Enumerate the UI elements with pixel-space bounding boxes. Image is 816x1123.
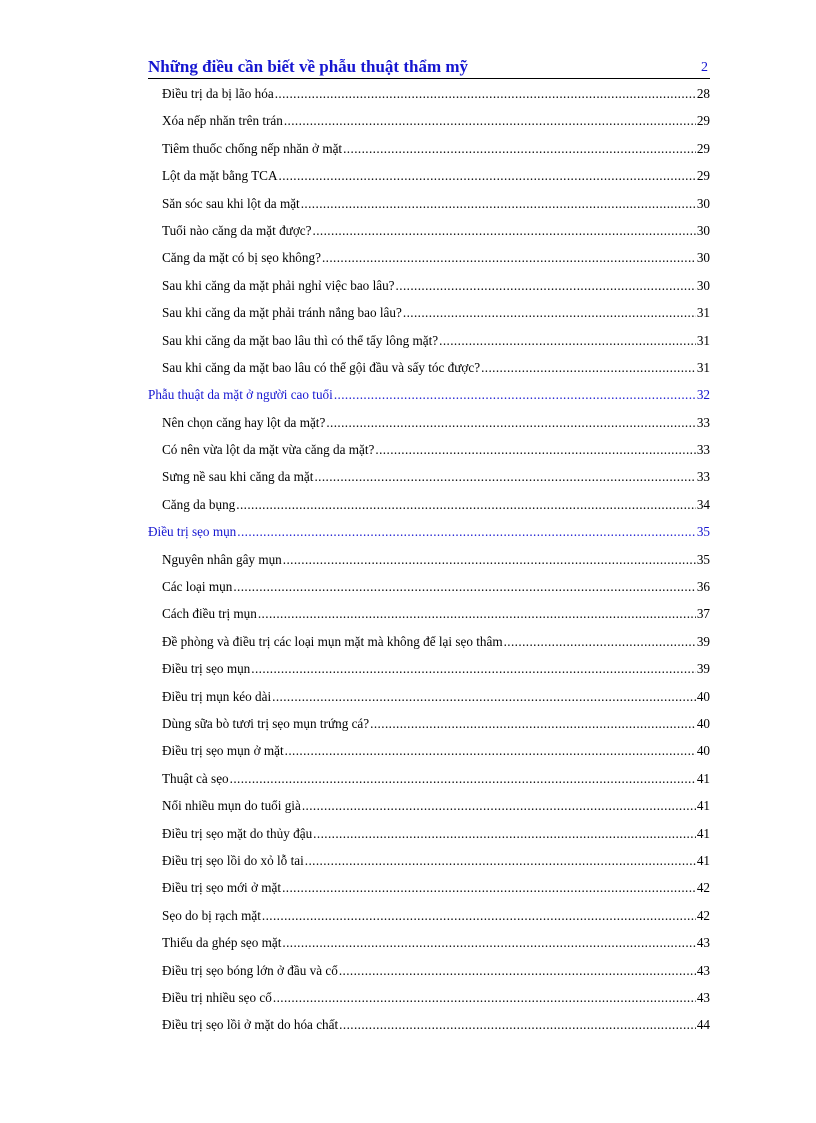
toc-entry-title: Điều trị da bị lão hóa	[162, 86, 274, 101]
toc-entry-page: 32	[696, 387, 710, 403]
toc-entry[interactable]	[148, 358, 710, 385]
toc-entry-title: Căng da bụng	[162, 496, 236, 512]
toc-entry[interactable]	[148, 111, 710, 138]
toc-entry-title: Thuật cà sẹo	[162, 770, 229, 786]
toc-entry-page: 36	[696, 579, 710, 595]
toc-entry-title: Săn sóc sau khi lột da mặt	[162, 195, 300, 211]
toc-entry-page: 29	[696, 113, 710, 129]
toc-entry-title: Tuổi nào căng da mặt được?	[162, 222, 312, 238]
toc-entry-page: 37	[696, 606, 710, 622]
toc-dot-leader	[275, 84, 696, 104]
toc-entry[interactable]	[148, 933, 710, 960]
toc-entry-page: 40	[696, 688, 710, 704]
toc-entry[interactable]	[148, 139, 710, 166]
toc-entry-page: 30	[696, 222, 710, 238]
toc-dot-leader	[481, 358, 696, 378]
toc-entry-page: 40	[696, 743, 710, 759]
toc-dot-leader	[322, 248, 696, 268]
toc-entry-page: 33	[696, 414, 710, 430]
toc-dot-leader	[258, 604, 696, 624]
toc-dot-leader	[339, 1015, 696, 1035]
toc-entry-page: 40	[696, 715, 710, 731]
toc-dot-leader	[237, 522, 696, 542]
toc-entry-title: Lột da mặt bằng TCA	[162, 168, 278, 184]
toc-entry-title: Sau khi căng da mặt phải tránh nắng bao lâu?	[162, 305, 402, 321]
toc-entry-page: 29	[696, 140, 710, 156]
toc-entry[interactable]	[148, 878, 710, 905]
toc-dot-leader	[313, 221, 696, 241]
toc-dot-leader	[439, 331, 696, 351]
toc-entry-page: 35	[696, 524, 710, 540]
toc-entry-title: Nguyên nhân gây mụn	[162, 551, 282, 567]
toc-entry-page: 34	[696, 496, 710, 512]
toc-entry-page: 42	[696, 907, 710, 923]
toc-entry[interactable]	[148, 659, 710, 686]
toc-entry[interactable]	[148, 714, 710, 741]
toc-entry-title: Đề phòng và điều trị các loại mụn mặt mà không để lại sẹo thâm	[162, 633, 503, 649]
toc-entry-page: 43	[696, 962, 710, 978]
toc-entry-title: Thiếu da ghép sẹo mặt	[162, 935, 282, 951]
toc-dot-leader	[251, 659, 696, 679]
toc-entry-title: Có nên vừa lột da mặt vừa căng da mặt?	[162, 442, 375, 458]
toc-dot-leader	[272, 687, 696, 707]
toc-entry-page: 30	[696, 195, 710, 211]
toc-entry-title: Điều trị sẹo lồi ở mặt do hóa chất	[162, 1017, 339, 1033]
toc-entry-title: Dùng sữa bò tươi trị sẹo mụn trứng cá?	[162, 715, 370, 731]
toc-dot-leader	[313, 824, 696, 844]
toc-dot-leader	[233, 577, 695, 597]
toc-entry[interactable]	[148, 550, 710, 577]
toc-entry-title: Điều trị sẹo mặt do thủy đậu	[162, 825, 313, 841]
toc-entry-page: 41	[696, 770, 710, 786]
toc-dot-leader	[282, 933, 695, 953]
toc-dot-leader	[504, 632, 696, 652]
toc-dot-leader	[285, 741, 696, 761]
toc-entry-title: Sưng nề sau khi căng da mặt	[162, 469, 314, 485]
toc-entry-page: 43	[696, 989, 710, 1005]
toc-entry-page: 29	[696, 168, 710, 184]
toc-entry-page: 28	[696, 86, 710, 101]
toc-entry-title: Căng da mặt có bị sẹo không?	[162, 250, 321, 266]
toc-dot-leader	[396, 276, 696, 296]
toc-entry-title: Sau khi căng da mặt phải nghỉ việc bao lâu?	[162, 277, 395, 293]
toc-dot-leader	[375, 440, 695, 460]
toc-entry[interactable]	[148, 166, 710, 193]
toc-entry[interactable]	[148, 741, 710, 768]
toc-entry-page: 41	[696, 798, 710, 814]
toc-entry-page: 42	[696, 880, 710, 896]
toc-entry-title: Điều trị mụn kéo dài	[162, 688, 272, 704]
toc-entry-page: 41	[696, 825, 710, 841]
toc-entry[interactable]	[148, 495, 710, 522]
toc-entry-page: 41	[696, 852, 710, 868]
toc-entry[interactable]	[148, 276, 710, 303]
toc-entry-page: 30	[696, 277, 710, 293]
toc-entry[interactable]	[148, 906, 710, 933]
toc-entry-title: Sẹo do bị rạch mặt	[162, 907, 261, 923]
toc-entry[interactable]	[148, 796, 710, 823]
toc-entry-page: 39	[696, 633, 710, 649]
toc-entry[interactable]	[148, 413, 710, 440]
toc-entry-title: Xóa nếp nhăn trên trán	[162, 113, 283, 129]
toc-dot-leader	[343, 139, 696, 159]
toc-dot-leader	[334, 385, 696, 405]
toc-entry[interactable]	[148, 824, 710, 851]
toc-dot-leader	[284, 111, 696, 131]
toc-entry[interactable]	[148, 577, 710, 604]
table-of-contents	[148, 84, 710, 1043]
toc-entry-title: Tiêm thuốc chống nếp nhăn ở mặt	[162, 140, 343, 156]
toc-entry[interactable]	[148, 687, 710, 714]
header-title: Những điều cần biết về phẫu thuật thẩm mỹ	[148, 57, 469, 76]
toc-entry[interactable]	[148, 467, 710, 494]
toc-entry-title: Các loại mụn	[162, 579, 233, 595]
toc-entry-page: 33	[696, 442, 710, 458]
toc-entry[interactable]	[148, 769, 710, 796]
toc-dot-leader	[282, 878, 696, 898]
page-header	[148, 56, 710, 79]
toc-entry-title: Nên chọn căng hay lột da mặt?	[162, 414, 326, 430]
toc-entry[interactable]	[148, 851, 710, 878]
toc-entry-title: Điều trị sẹo lồi do xỏ lỗ tai	[162, 852, 304, 868]
toc-entry-title: Cách điều trị mụn	[162, 606, 257, 622]
toc-dot-leader	[305, 851, 696, 871]
toc-entry-title: Nổi nhiều mụn do tuổi già	[162, 798, 301, 814]
toc-entry[interactable]	[148, 440, 710, 467]
toc-entry-title: Phẫu thuật da mặt ở người cao tuổi	[148, 387, 333, 403]
toc-entry[interactable]	[148, 988, 710, 1015]
toc-dot-leader	[370, 714, 696, 734]
toc-dot-leader	[301, 194, 696, 214]
toc-entry-page: 43	[696, 935, 710, 951]
toc-dot-leader	[283, 550, 696, 570]
toc-entry[interactable]	[148, 303, 710, 330]
toc-dot-leader	[314, 467, 695, 487]
toc-entry-title: Điều trị sẹo mụn	[162, 661, 251, 677]
toc-dot-leader	[230, 769, 696, 789]
toc-entry-page: 31	[696, 359, 710, 375]
toc-entry-title: Sau khi căng da mặt bao lâu thì có thể tẩy lông mặt?	[162, 332, 439, 348]
toc-entry-title: Điều trị sẹo mụn	[148, 524, 237, 540]
toc-dot-leader	[302, 796, 696, 816]
toc-entry-title: Điều trị sẹo mới ở mặt	[162, 880, 282, 896]
toc-dot-leader	[262, 906, 696, 926]
toc-entry-page: 44	[696, 1017, 710, 1033]
toc-entry[interactable]	[148, 632, 710, 659]
toc-entry[interactable]	[148, 961, 710, 988]
header-page-number: 2	[701, 60, 708, 75]
toc-dot-leader	[236, 495, 696, 515]
toc-entry-page: 31	[696, 305, 710, 321]
toc-entry[interactable]	[148, 331, 710, 358]
toc-entry[interactable]	[148, 248, 710, 275]
toc-section-entry[interactable]	[148, 385, 710, 412]
toc-entry-page: 35	[696, 551, 710, 567]
toc-dot-leader	[403, 303, 696, 323]
toc-dot-leader	[279, 166, 696, 186]
toc-entry-title: Điều trị sẹo bóng lớn ở đầu và cổ	[162, 962, 338, 978]
toc-entry-page: 39	[696, 661, 710, 677]
toc-entry-title: Điều trị nhiều sẹo cổ	[162, 989, 272, 1005]
toc-section-entry[interactable]	[148, 522, 710, 549]
toc-dot-leader	[273, 988, 696, 1008]
toc-entry-title: Điều trị sẹo mụn ở mặt	[162, 743, 284, 759]
toc-entry[interactable]	[148, 194, 710, 221]
toc-entry[interactable]	[148, 1015, 710, 1042]
toc-entry[interactable]	[148, 604, 710, 631]
toc-entry-page: 30	[696, 250, 710, 266]
toc-entry-page: 31	[696, 332, 710, 348]
toc-entry-page: 33	[696, 469, 710, 485]
toc-entry[interactable]	[148, 221, 710, 248]
toc-dot-leader	[339, 961, 696, 981]
toc-entry[interactable]	[148, 84, 710, 111]
toc-entry-title: Sau khi căng da mặt bao lâu có thể gội đầu và sấy tóc được?	[162, 359, 481, 375]
toc-dot-leader	[326, 413, 695, 433]
